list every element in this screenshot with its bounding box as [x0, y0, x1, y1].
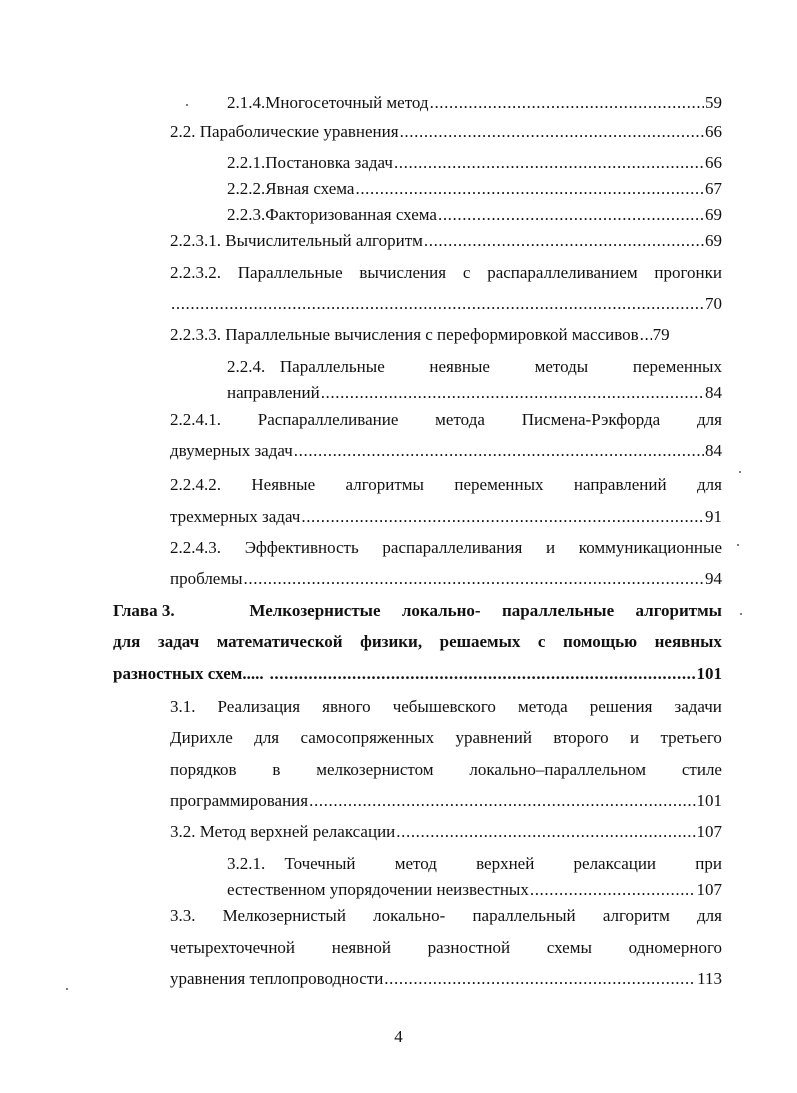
toc-word: прогонки [654, 263, 722, 282]
toc-word: Глава 3. [113, 601, 175, 620]
toc-word: порядков [170, 760, 237, 779]
toc-word: мелкозернистом [316, 760, 434, 779]
toc-title: 2.2.3.1. Вычислительный алгоритм [170, 231, 423, 250]
toc-page: 113 [697, 969, 722, 988]
toc-title: 2.2.3.3. Параллельные вычисления с переформировкой массивов [170, 325, 639, 344]
leader-dots [530, 880, 696, 900]
toc-word: решаемых [439, 632, 521, 651]
toc-word: и [546, 538, 556, 557]
toc-entry-2-2-4-3-cont[interactable] [170, 569, 722, 589]
toc-word: уравнений [455, 728, 532, 747]
toc-word: разностной [427, 938, 511, 957]
toc-word: 2.2.4.2. [170, 475, 221, 494]
leader-dots [244, 569, 704, 589]
toc-word: для [696, 906, 722, 925]
toc-title: двумерных задач [170, 441, 293, 460]
toc-word: параллельный [472, 906, 576, 925]
toc-title: естественном упорядочении неизвестных [227, 880, 529, 899]
toc-entry-3-2[interactable] [170, 822, 722, 842]
leader-dots [309, 791, 695, 811]
toc-title: проблемы [170, 569, 243, 588]
toc-title: направлений [227, 383, 320, 402]
scan-speck [740, 613, 742, 615]
toc-word: Неявные [251, 475, 316, 494]
toc-title: 2.2. Параболические уравнения [170, 122, 399, 141]
toc-title: разностных схем..... [113, 664, 264, 683]
leader-dots [394, 153, 704, 173]
toc-word: Писмена-Рэкфорда [521, 410, 661, 429]
toc-chapter-3-line2[interactable] [113, 632, 722, 652]
toc-word: локально- [401, 601, 481, 620]
page-number: 4 [394, 1027, 403, 1046]
toc-entry-3-3-line3[interactable] [170, 969, 722, 989]
toc-title: Постановка задач [265, 153, 393, 172]
leader-dots [270, 664, 696, 684]
toc-word: метод [394, 854, 437, 873]
toc-entry-3-1-line4[interactable] [170, 791, 722, 811]
toc-word: для [113, 632, 141, 651]
toc-word: неявных [654, 632, 722, 651]
toc-word: для [697, 410, 722, 429]
leader-dots [400, 122, 704, 142]
toc-word: распараллеливания [382, 538, 523, 557]
toc-page: 67 [705, 179, 722, 198]
toc-page: 59 [705, 93, 722, 112]
toc-word: для [697, 475, 722, 494]
toc-entry-2-2-3-3[interactable] [170, 325, 722, 345]
toc-word: методы [534, 357, 589, 376]
toc-page: 101 [696, 791, 722, 810]
toc-word: одномерного [628, 938, 722, 957]
toc-page: 91 [705, 507, 722, 526]
toc-entry-2-2-3[interactable] [227, 205, 722, 225]
toc-page: 107 [696, 822, 722, 841]
toc-word: направлений [573, 475, 667, 494]
toc-word: 2.2.4.3. [170, 538, 221, 557]
toc-word: 2.2.3.2. [170, 263, 221, 282]
toc-entry-3-3[interactable] [170, 906, 722, 926]
toc-word: Эффективность [244, 538, 359, 557]
leader-dots [424, 231, 704, 251]
toc-page: 107 [696, 880, 722, 899]
toc-word: стиле [681, 760, 722, 779]
leader-dots [396, 822, 695, 842]
toc-word: коммуникационные [578, 538, 722, 557]
toc-entry-3-3-line2[interactable] [170, 938, 722, 958]
toc-entry-2-2-4-3[interactable] [170, 538, 722, 558]
toc-entry-2-1-4[interactable] [227, 93, 722, 113]
toc-word: для [254, 728, 280, 747]
toc-title: Многосеточный метод [265, 93, 429, 112]
toc-word: Параллельные [237, 263, 343, 282]
toc-word: явного [322, 697, 371, 716]
toc-word: решения [589, 697, 653, 716]
toc-entry-2-2-4-1-cont[interactable] [170, 441, 722, 461]
toc-word: распараллеливанием [487, 263, 638, 282]
toc-entry-3-1-line2[interactable] [170, 728, 722, 748]
toc-entry-2-2-4-cont[interactable] [227, 383, 722, 403]
toc-title: Явная схема [265, 179, 355, 198]
toc-word: локально–параллельном [469, 760, 647, 779]
toc-entry-2-2-3-2-cont[interactable] [170, 294, 722, 314]
scan-speck [739, 471, 741, 473]
toc-word: 3.1. [170, 697, 196, 716]
toc-word: переменных [632, 357, 722, 376]
toc-word: 3.2.1. [227, 854, 266, 873]
toc-title: трехмерных задач [170, 507, 301, 526]
toc-word: 2.2.4.1. [170, 410, 221, 429]
toc-page: 69 [705, 231, 722, 250]
toc-word: четырехточечной [170, 938, 296, 957]
toc-number: 2.1.4. [227, 93, 266, 112]
toc-word: вычисления [359, 263, 447, 282]
toc-entry-3-1[interactable] [170, 697, 722, 717]
toc-entry-2-2-2[interactable] [227, 179, 722, 199]
toc-entry-2-2-3-1[interactable] [170, 231, 722, 251]
toc-word: второго [553, 728, 609, 747]
toc-word: неявной [331, 938, 391, 957]
toc-page: 84 [705, 383, 722, 402]
toc-entry-2-2-4-2[interactable] [170, 475, 722, 495]
leader-dots [384, 969, 696, 989]
toc-word: с [537, 632, 546, 651]
leader-dots [301, 507, 704, 527]
toc-word: задач [157, 632, 200, 651]
scan-speck [186, 104, 188, 106]
toc-word: при [695, 854, 722, 873]
toc-entry-3-1-line3[interactable] [170, 760, 722, 780]
toc-number: 2.2.2. [227, 179, 266, 198]
toc-chapter-3-line3[interactable] [113, 664, 722, 684]
toc-word: 3.3. [170, 906, 196, 925]
toc-page: 84 [705, 441, 722, 460]
toc-entry-2-2-4-1[interactable] [170, 410, 722, 430]
toc-word: локально- [373, 906, 446, 925]
toc-word: помощью [562, 632, 638, 651]
toc-entry-3-2-1[interactable] [227, 854, 722, 874]
leader-dots [430, 93, 704, 113]
toc-word: схемы [546, 938, 592, 957]
toc-title: Факторизованная схема [265, 205, 437, 224]
toc-word: самосопряженных [300, 728, 435, 747]
toc-number: 2.2.1. [227, 153, 266, 172]
toc-number: 2.2.3. [227, 205, 266, 224]
toc-word: с [462, 263, 471, 282]
toc-entry-2-2-3-2[interactable] [170, 263, 722, 283]
toc-entry-2-2-4[interactable] [227, 357, 722, 377]
toc-entry-2-2-4-2-cont[interactable] [170, 507, 722, 527]
toc-word: третьего [660, 728, 722, 747]
toc-word: верхней [476, 854, 535, 873]
toc-entry-2-2[interactable] [170, 122, 722, 142]
toc-page: 69 [705, 205, 722, 224]
toc-entry-2-2-1[interactable] [227, 153, 722, 173]
leader-dots [438, 205, 704, 225]
toc-word: физики, [360, 632, 423, 651]
toc-page: 70 [705, 294, 722, 313]
toc-title: уравнения теплопроводности [170, 969, 384, 988]
toc-word: релаксации [573, 854, 657, 873]
toc-word: Точечный [284, 854, 356, 873]
toc-word: переменных [454, 475, 544, 494]
toc-word: параллельные [501, 601, 615, 620]
toc-page: 79 [652, 325, 670, 344]
toc-word: алгоритмы [345, 475, 424, 494]
scan-speck [66, 988, 68, 990]
toc-word: Распараллеливание [257, 410, 399, 429]
toc-word: алгоритмы [635, 601, 722, 620]
toc-chapter-3[interactable] [113, 601, 722, 621]
leader-dots [321, 383, 704, 403]
toc-page: 66 [705, 153, 722, 172]
toc-word: 2.2.4. [227, 357, 266, 376]
toc-word: Дирихле [170, 728, 233, 747]
toc-word: Мелкозернистые [249, 601, 381, 620]
toc-word: задачи [674, 697, 722, 716]
toc-page: 101 [696, 664, 722, 683]
toc-word: неявные [429, 357, 490, 376]
toc-title: 3.2. Метод верхней релаксации [170, 822, 396, 841]
toc-word: метода [517, 697, 568, 716]
toc-entry-3-2-1-cont[interactable] [227, 880, 722, 900]
toc-word: чебышевского [392, 697, 496, 716]
leader-dots [171, 294, 704, 314]
toc-title: программирования [170, 791, 309, 810]
leader-dots [294, 441, 704, 461]
toc-page: 66 [705, 122, 722, 141]
leader-dots [355, 179, 704, 199]
toc-word: и [630, 728, 640, 747]
toc-word: в [272, 760, 281, 779]
toc-word: метода [435, 410, 485, 429]
toc-word: алгоритм [602, 906, 670, 925]
toc-word: Мелкозернистый [222, 906, 346, 925]
leader-dots [640, 325, 652, 345]
toc-word: Параллельные [279, 357, 385, 376]
toc-word: математической [216, 632, 343, 651]
toc-page: 94 [705, 569, 722, 588]
scan-speck [737, 544, 739, 546]
toc-word: Реализация [217, 697, 301, 716]
